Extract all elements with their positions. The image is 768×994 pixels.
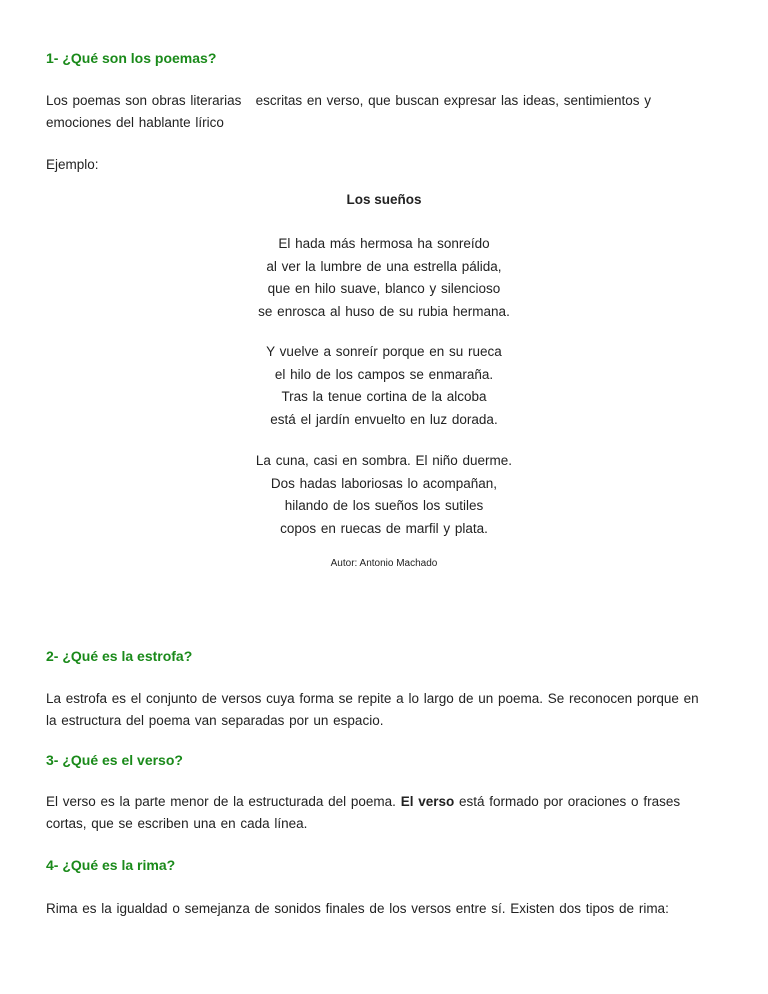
poem-stanza-2: [200, 341, 568, 431]
poem-stanza-1: [200, 233, 568, 323]
paragraph-line: emociones del hablante lírico: [46, 115, 224, 130]
section-3-heading: 3- ¿Qué es el verso?: [46, 752, 183, 768]
section-1-heading: 1- ¿Qué son los poemas?: [46, 50, 217, 66]
poem-verse: al ver la lumbre de una estrella pálida,: [266, 258, 502, 274]
paragraph-line: cortas, que se escriben una en cada línea.: [46, 816, 308, 831]
paragraph-line: Rima es la igualdad o semejanza de sonidos finales de los versos entre sí. Existen dos tipos de rima:: [46, 901, 669, 916]
section-2-paragraph: [46, 688, 726, 732]
poem-verse: el hilo de los campos se enmaraña.: [274, 366, 494, 382]
section-3-paragraph: [46, 791, 726, 835]
section-2-heading: 2- ¿Qué es la estrofa?: [46, 648, 193, 664]
paragraph-text: El verso es la parte menor de la estructurada del poema.: [46, 794, 401, 809]
paragraph-line: La estrofa es el conjunto de versos cuya forma se repite a lo largo de un poema. Se reconocen porque en: [46, 691, 699, 706]
poem-verse: El hada más hermosa ha sonreído: [278, 236, 490, 251]
paragraph-line: la estructura del poema van separadas por un espacio.: [46, 713, 384, 728]
poem-verse: se enrosca al huso de su rubia hermana.: [258, 303, 510, 319]
example-label: Ejemplo:: [46, 157, 99, 172]
bold-term: El verso: [400, 794, 455, 809]
poem-stanza-3: [200, 450, 568, 540]
section-4-heading: 4- ¿Qué es la rima?: [46, 857, 176, 873]
section-1-paragraph: [46, 90, 726, 134]
poem-verse: copos en ruecas de marfil y plata.: [280, 520, 488, 536]
poem-verse: Y vuelve a sonreír porque en su rueca: [266, 344, 502, 359]
poem-verse: está el jardín envuelto en luz dorada.: [270, 411, 498, 427]
poem-verse: hilando de los sueños los sutiles: [284, 498, 484, 513]
section-4-paragraph: [46, 898, 726, 920]
paragraph-line: [46, 791, 726, 813]
poem-verse: que en hilo suave, blanco y silencioso: [267, 281, 501, 296]
poem-verse: Tras la tenue cortina de la alcoba: [281, 389, 487, 404]
poem-title: Los sueños: [346, 192, 422, 207]
paragraph-line: Los poemas son obras literarias escritas en verso, que buscan expresar las ideas, sentimientos y: [46, 93, 652, 108]
paragraph-text: está formado por oraciones o frases: [454, 794, 681, 809]
poem-verse: Dos hadas laboriosas lo acompañan,: [270, 475, 498, 491]
poem-verse: La cuna, casi en sombra. El niño duerme.: [255, 453, 513, 468]
poem-author: Autor: Antonio Machado: [330, 558, 438, 569]
